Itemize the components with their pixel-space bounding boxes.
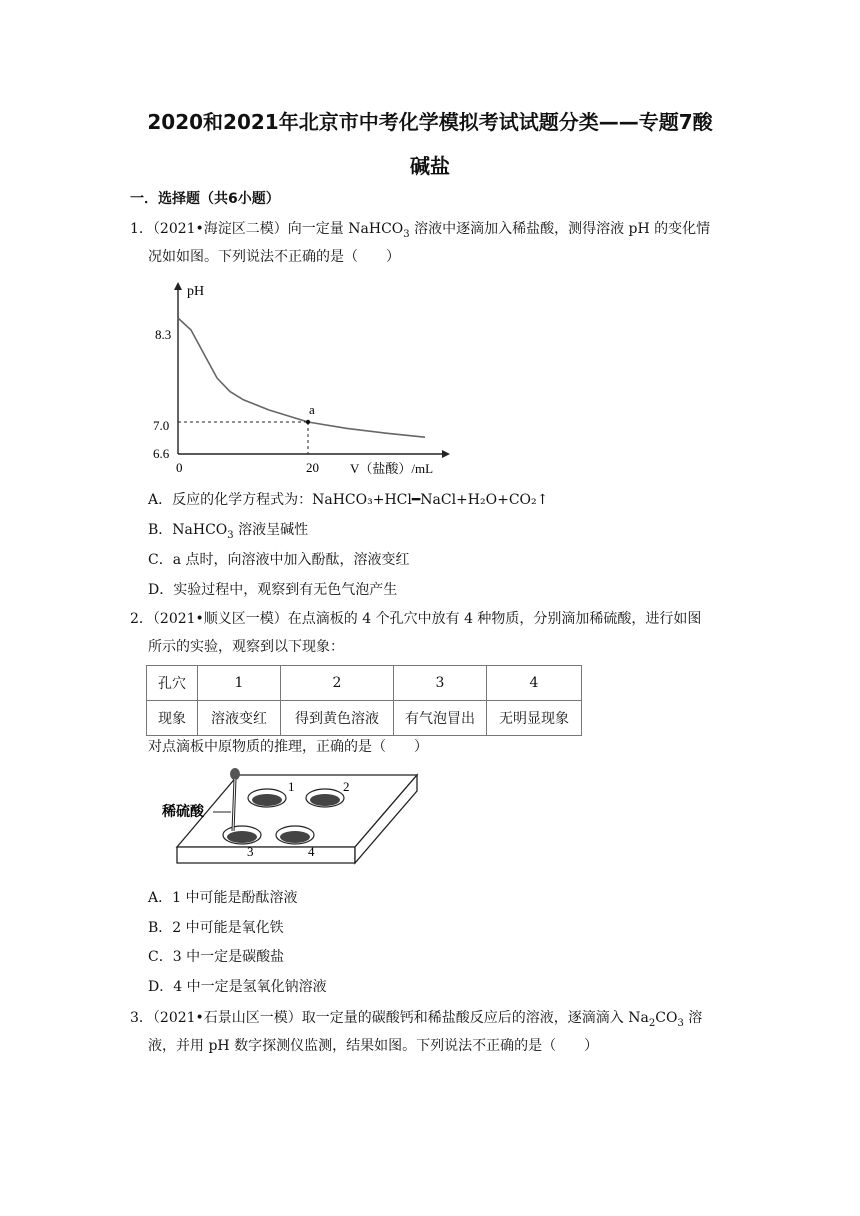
q1-option-b-post: 溶液呈碱性	[233, 522, 309, 538]
spot-plate-figure	[155, 765, 425, 875]
q2-option-c: C．3 中一定是碳酸盐	[148, 949, 285, 965]
x-tick-label-0: 0	[176, 460, 183, 475]
y-axis-label: pH	[187, 284, 205, 299]
q1-option-b-sub: 3	[227, 529, 234, 541]
point-a-label: a	[309, 402, 315, 417]
observation-table	[146, 665, 582, 736]
dropper-label: 稀硫酸	[162, 805, 204, 820]
question-3-line-2: 液，并用 pH 数字探测仪监测，结果如图。下列说法不正确的是（ ）	[148, 1038, 599, 1054]
q1-option-a: A．反应的化学方程式为：NaHCO₃+HCl━NaCl+H₂O+CO₂↑	[148, 492, 549, 508]
well-2	[306, 789, 344, 807]
q2-option-b: B．2 中可能是氧化铁	[148, 920, 284, 936]
y-tick-label-7-0: 7.0	[153, 418, 170, 433]
question-2-number: 2．	[130, 611, 153, 627]
table-cell: 得到黄色溶液	[281, 701, 394, 736]
q2-option-d: D．4 中一定是氢氧化钠溶液	[148, 979, 327, 995]
ph-curve-line	[178, 318, 425, 437]
plate-front	[177, 847, 355, 863]
q1-option-b	[148, 520, 308, 540]
x-axis-label: V（盐酸）/mL	[350, 461, 434, 476]
question-1-text-b: 溶液中逐滴加入稀盐酸，测得溶液 pH 的变化情	[409, 221, 711, 237]
table-cell: 4	[487, 666, 582, 701]
ph-curve-chart	[150, 278, 460, 478]
question-3-sub-2: 3	[677, 1017, 684, 1029]
table-cell: 溶液变红	[198, 701, 281, 736]
x-axis-arrow	[442, 450, 450, 458]
question-2-line-2: 所示的实验，观察到以下现象：	[148, 639, 344, 655]
question-1-line-2: 况如如图。下列说法不正确的是（ ）	[148, 249, 400, 265]
table-cell: 无明显现象	[487, 701, 582, 736]
table-cell: 1	[198, 666, 281, 701]
section-heading: 一．选择题（共6小题）	[130, 191, 280, 207]
data-point-a	[306, 420, 310, 424]
table-row	[147, 701, 582, 736]
title-line-2: 碱盐	[410, 154, 450, 178]
question-3-text-a: （2021•石景山区一模）取一定量的碳酸钙和稀盐酸反应后的溶液，逐滴滴入 Na	[152, 1010, 649, 1026]
q2-option-a: A．1 中可能是酚酞溶液	[148, 890, 298, 906]
q1-option-c: C．a 点时，向溶液中加入酚酞，溶液变红	[148, 552, 410, 568]
page-title	[100, 100, 760, 188]
x-tick-label-20: 20	[306, 460, 319, 475]
question-2	[130, 605, 735, 661]
table-cell: 3	[394, 666, 487, 701]
well-label-3: 3	[247, 844, 254, 859]
question-3-text-b: CO	[655, 1010, 678, 1026]
well-label-1: 1	[288, 779, 295, 794]
chart-axes	[174, 282, 450, 458]
question-1-number: 1．	[130, 221, 153, 237]
well-label-2: 2	[343, 779, 350, 794]
well-1	[248, 789, 286, 807]
well-4	[276, 826, 314, 844]
question-3-sub-1: 2	[648, 1017, 656, 1029]
table-row-header	[147, 666, 582, 701]
table-cell: 孔穴	[147, 666, 198, 701]
table-cell: 2	[281, 666, 394, 701]
well-label-4: 4	[308, 844, 315, 859]
title-line-1: 2020和2021年北京市中考化学模拟考试试题分类——专题7酸	[147, 110, 713, 134]
y-axis-arrow	[174, 282, 182, 290]
chart-marks	[178, 318, 425, 454]
question-2-line-1: （2021•顺义区一模）在点滴板的 4 个孔穴中放有 4 种物质，分别滴加稀硫酸，进行如图	[152, 611, 702, 627]
question-3-text-c: 溶	[683, 1010, 703, 1026]
question-3	[130, 1004, 735, 1060]
question-1	[130, 215, 735, 271]
well-3	[223, 826, 261, 844]
q1-option-d: D．实验过程中，观察到有无色气泡产生	[148, 582, 398, 598]
y-tick-label-8-3: 8.3	[155, 327, 172, 342]
y-tick-label-6-6: 6.6	[153, 446, 170, 461]
table-cell: 有气泡冒出	[394, 701, 487, 736]
question-2-prompt: 对点滴板中原物质的推理，正确的是（ ）	[148, 739, 428, 755]
table-cell: 现象	[147, 701, 198, 736]
question-3-number: 3．	[130, 1010, 153, 1026]
question-1-sub: 3	[403, 228, 410, 240]
q1-option-b-pre: B．NaHCO	[148, 522, 228, 538]
question-1-text-a: （2021•海淀区二模）向一定量 NaHCO	[152, 221, 404, 237]
